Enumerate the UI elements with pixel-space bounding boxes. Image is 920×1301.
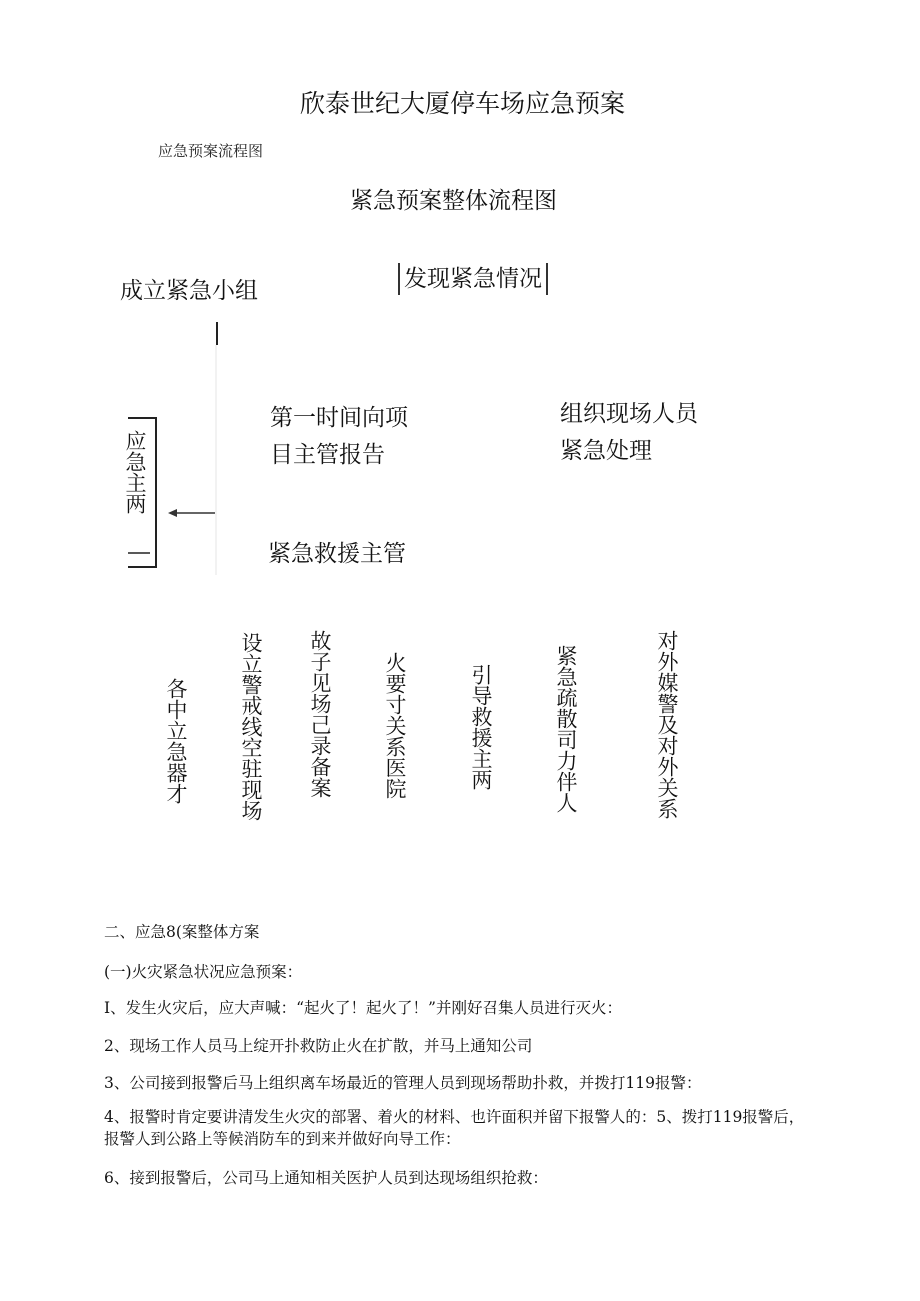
node-form-team: 成立紧急小组 <box>120 278 258 304</box>
flowchart-connectors <box>0 0 920 620</box>
vertical-item-1: 各中立急器才 <box>164 678 188 804</box>
node-organize-staff: 组织现场人员紧急处理 <box>560 401 698 464</box>
subsection-heading: (一)火灾紧急状况应急预案： <box>104 963 303 981</box>
plan-item-2: 2、现场工作人员马上绽开扑救防止火在扩散，并马上通知公司 <box>104 1037 533 1055</box>
flowchart-title: 紧急预案整体流程图 <box>350 188 557 214</box>
page-title: 欣泰世纪大厦停车场应急预案 <box>300 89 626 118</box>
vertical-item-5: 引导救援主两 <box>469 664 493 790</box>
node-found-emergency: 发现紧急情况 <box>398 263 548 295</box>
plan-item-6: 6、接到报警后，公司马上通知相关医护人员到达现场组织抢救： <box>104 1169 548 1187</box>
node-left-vertical: 应急主两 <box>123 430 147 514</box>
plan-item-4: 4、报警时肯定要讲清发生火灾的部署、着火的材料、也许面积并留下报警人的：5、拨打119报警后，报警人到公路上等候消防车的到来并做好向导工作： <box>104 1108 805 1148</box>
node-rescue-supervisor: 紧急救援主管 <box>268 541 406 567</box>
section-subtitle: 应急预案流程图 <box>158 142 264 160</box>
plan-item-1: I、发生火灾后，应大声喊：“起火了！起火了！”并刚好召集人员进行灭火： <box>104 999 622 1017</box>
arrow-left-icon <box>168 509 177 517</box>
section-heading: 二、应急8(案整体方案 <box>104 923 260 941</box>
vertical-item-2: 设立警戒线空驻现场 <box>239 632 263 821</box>
vertical-item-6: 紧急疏散司力伴人 <box>554 645 578 813</box>
vertical-item-4: 火要寸关系医院 <box>383 652 407 799</box>
plan-item-3: 3、公司接到报警后马上组织离车场最近的管理人员到现场帮助扑救，并拨打119报警： <box>104 1074 702 1092</box>
vertical-item-3: 故子见场己录备案 <box>308 630 332 798</box>
vertical-item-7: 对外媒警及对外关系 <box>655 630 679 819</box>
node-report-supervisor: 第一时间向项目主管报告 <box>270 405 408 468</box>
